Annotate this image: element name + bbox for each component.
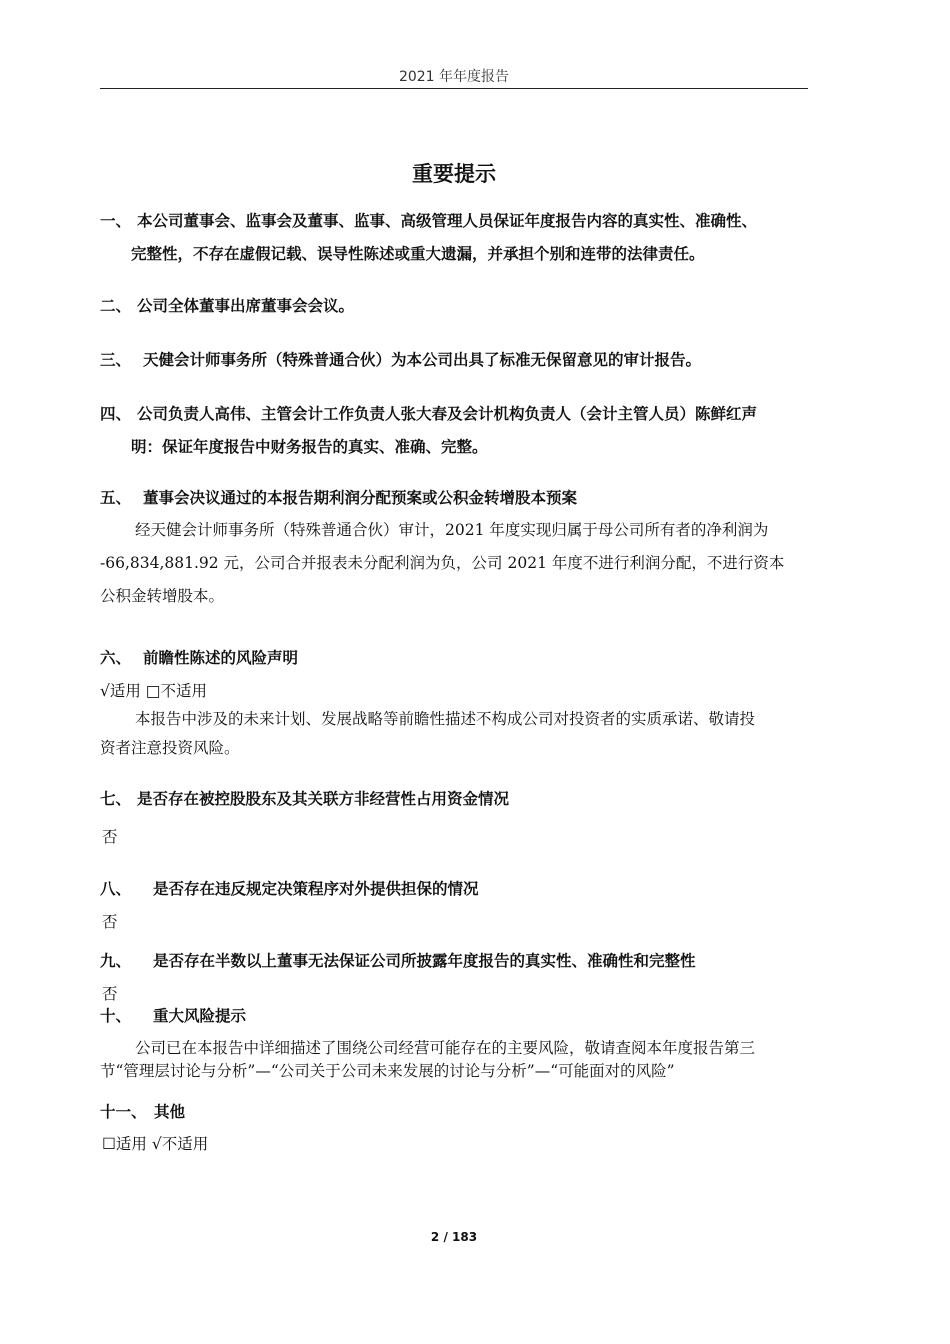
item-3-text: 天健会计师事务所（特殊普通合伙）为本公司出具了标准无保留意见的审计报告。 [143, 351, 702, 369]
item-6-option: √适用 □不适用 [100, 682, 207, 700]
item-2-text: 公司全体董事出席董事会会议。 [137, 297, 355, 315]
item-5-heading: 董事会决议通过的本报告期利润分配预案或公积金转增股本预案 [143, 489, 578, 507]
item-5-marker: 五、 [100, 489, 132, 507]
item-7-heading: 是否存在被控股股东及其关联方非经营性占用资金情况 [137, 790, 510, 808]
item-10-line-1: 公司已在本报告中详细描述了围绕公司经营可能存在的主要风险，敬请查阅本年度报告第三 [135, 1039, 756, 1057]
item-8-answer: 否 [102, 913, 118, 931]
item-4-line-2: 明：保证年度报告中财务报告的真实、准确、完整。 [131, 438, 488, 456]
item-10-heading: 重大风险提示 [153, 1007, 247, 1025]
item-5-line-2: -66,834,881.92 元，公司合并报表未分配利润为负，公司 2021 年度不进行利润分配，不进行资本 [100, 554, 785, 572]
item-3-marker: 三、 [100, 351, 132, 369]
item-4-line-1: 公司负责人高伟、主管会计工作负责人张大春及会计机构负责人（会计主管人员）陈鲜红声 [137, 405, 758, 423]
item-8-heading: 是否存在违反规定决策程序对外提供担保的情况 [153, 880, 479, 898]
item-6-line-2: 资者注意投资风险。 [100, 739, 240, 757]
item-11-marker: 十一、 [100, 1103, 147, 1121]
item-11-heading: 其他 [154, 1103, 186, 1121]
item-11-option: ☐适用 √不适用 [102, 1135, 209, 1153]
item-8-marker: 八、 [100, 880, 132, 898]
item-10-line-2: 节“管理层讨论与分析”—“公司关于公司未来发展的讨论与分析”—“可能面对的风险” [100, 1062, 675, 1080]
item-4-marker: 四、 [100, 405, 132, 423]
item-6-line-1: 本报告中涉及的未来计划、发展战略等前瞻性描述不构成公司对投资者的实质承诺、敬请投 [135, 710, 756, 728]
item-1-line-1: 本公司董事会、监事会及董事、监事、高级管理人员保证年度报告内容的真实性、准确性、 [137, 212, 758, 230]
header-rule [100, 88, 808, 89]
item-1-line-2: 完整性，不存在虚假记载、误导性陈述或重大遗漏，并承担个别和连带的法律责任。 [131, 245, 705, 263]
item-9-marker: 九、 [100, 952, 132, 970]
item-6-marker: 六、 [100, 649, 132, 667]
item-2-marker: 二、 [100, 297, 132, 315]
page-number: 2 / 183 [430, 1230, 478, 1244]
item-5-line-1: 经天健会计师事务所（特殊普通合伙）审计，2021 年度实现归属于母公司所有者的净利润为 [135, 521, 769, 539]
item-10-marker: 十、 [100, 1007, 132, 1025]
item-9-heading: 是否存在半数以上董事无法保证公司所披露年度报告的真实性、准确性和完整性 [153, 952, 696, 970]
page-title: 重要提示 [412, 162, 496, 186]
item-7-marker: 七、 [100, 790, 132, 808]
item-1-marker: 一、 [100, 212, 132, 230]
item-7-answer: 否 [102, 828, 118, 846]
running-header: 2021 年年度报告 [398, 69, 510, 85]
item-5-line-3: 公积金转增股本。 [100, 587, 225, 605]
item-6-heading: 前瞻性陈述的风险声明 [143, 649, 299, 667]
item-9-answer: 否 [102, 985, 118, 1003]
